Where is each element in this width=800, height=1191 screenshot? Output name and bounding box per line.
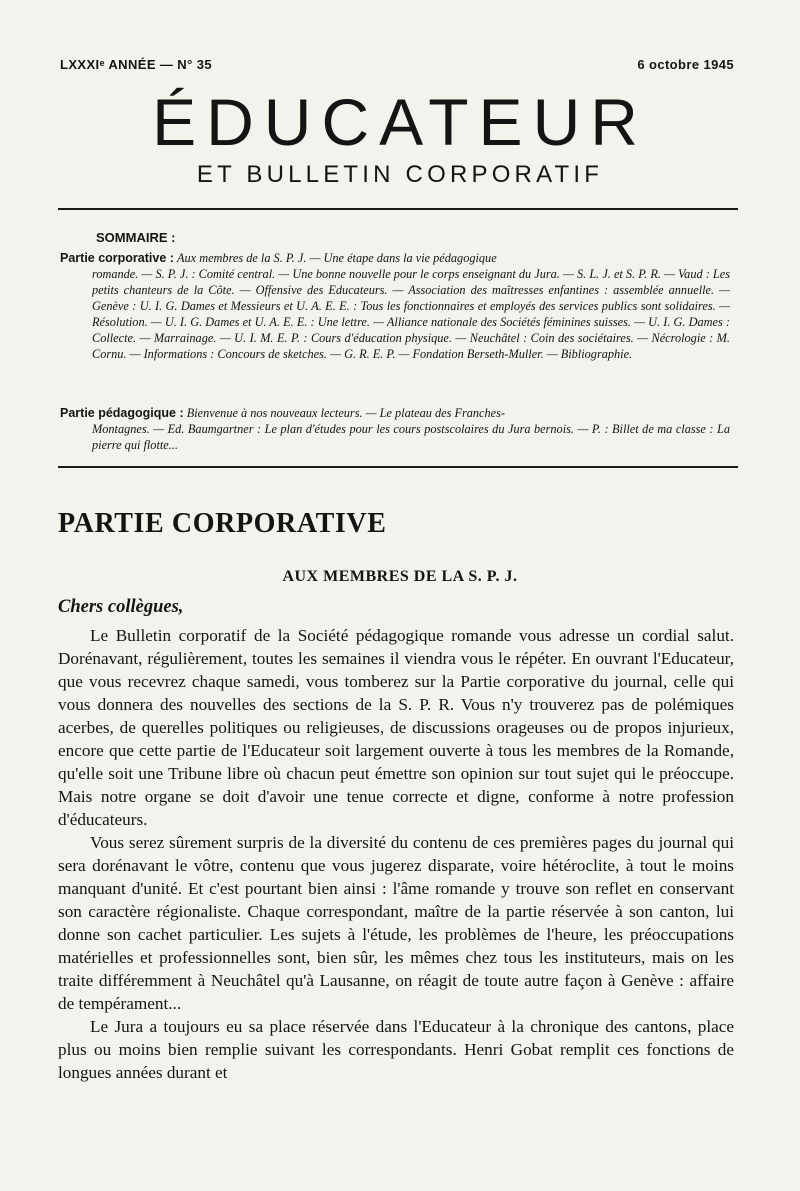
sommaire-pedagogique-line1: Bienvenue à nos nouveaux lecteurs. — Le plateau des Franches- xyxy=(186,406,505,420)
paragraph: Le Bulletin corporatif de la Société pédagogique romande vous adresse un cordial salut. Dorénavant, régulièrement, toutes les semaines il viendra vous le répéter. En ouvrant l'Educateur, que vous recevrez chaque samedi, vous tomberez sur la Partie corporative du journal, celle qui vous donnera des nouvelles des sections de la S. P. R. Vous n'y trouverez pas de polémiques acerbes, de querelles politiques ou religieuses, de discussions orageuses ou de propos injurieux, encore que cette partie de l'Educateur soit largement ouverte à tous les membres de la Romande, qu'elle soit une Tribune libre où chacun peut émettre son opinion sur tout sujet qui le préoccupe. Mais notre organe se doit d'avoir une tenue correcte et digne, conforme à notre profession d'éducateurs. xyxy=(58,626,734,829)
masthead-title: ÉDUCATEUR xyxy=(152,85,648,159)
sommaire-corporative-lead: Partie corporative : xyxy=(60,251,174,265)
section-heading: PARTIE CORPORATIVE xyxy=(58,508,387,539)
sommaire-pedagogique-lead: Partie pédagogique : xyxy=(60,406,184,420)
sommaire-corporative-rest: romande. — S. P. J. : Comité central. — Une bonne nouvelle pour le corps enseignant du Jura. — S. L. J. et S. P. R. — Vaud : Les petits chanteurs de la Côte. — Offensive des Educateurs. — Association des maîtresses enfantines : assemblée annuelle. — Genève : U. I. G. Dames et Messieurs et U. A. E. E. : Tous les fonctionnaires et employés des services publics sont solidaires. — Résolution. — U. I. G. Dames et U. A. E. E. : Une lettre. — Alliance nationale des Sociétés féminines suisses. — U. I. G. Dames : Collecte. — Marrainage. — U. I. M. E. P. : Cours d'éducation physique. — Neuchâtel : Coin des sociétaires. — Nécrologie : M. Cornu. — Informations : Concours de sketches. — G. R. E. P. — Fondation Berseth-Muller. — Bibliographie. xyxy=(92,267,730,361)
paragraph: Le Jura a toujours eu sa place réservée dans l'Educateur à la chronique des cantons, place plus ou moins bien remplie suivant les correspondants. Henri Gobat remplit ces fonctions de longues années durant et xyxy=(58,1017,734,1082)
divider-bottom xyxy=(58,466,738,468)
sommaire-corporative xyxy=(60,250,730,362)
paragraph: Vous serez sûrement surpris de la diversité du contenu de ces premières pages du journal qui sera dorénavant le vôtre, contenu que vous jugerez disparate, voire hétéroclite, à tout le moins manquant d'unité. Et c'est pourtant bien ainsi : l'âme romande y trouve son reflet en conservant son caractère régionaliste. Chaque correspondant, maître de la partie réservée à son canton, lui donne son cachet particulier. Les sujets à l'étude, les problèmes de l'heure, les préoccupations matérielles et professionnelles sont, bien sûr, les mêmes chez tous les instituteurs, mais on les traite différemment à Neuchâtel qu'à Lausanne, on réagit de toute autre façon à Genève : affaire de tempérament... xyxy=(58,833,734,1013)
sommaire-pedagogique xyxy=(60,405,730,453)
article-title: AUX MEMBRES DE LA S. P. J. xyxy=(282,568,518,585)
issue-number: LXXXIᵉ ANNÉE — N° 35 xyxy=(60,57,212,72)
masthead-subtitle: ET BULLETIN CORPORATIF xyxy=(196,161,604,188)
issue-date: 6 octobre 1945 xyxy=(637,57,734,72)
article-body xyxy=(58,624,734,1084)
issue-header xyxy=(60,57,734,72)
divider-top xyxy=(58,208,738,210)
sommaire-corporative-line1: Aux membres de la S. P. J. — Une étape dans la vie pédagogique xyxy=(177,251,497,265)
article-salutation: Chers collègues, xyxy=(58,597,184,617)
sommaire-label: SOMMAIRE : xyxy=(96,230,176,245)
sommaire-pedagogique-rest: Montagnes. — Ed. Baumgartner : Le plan d'études pour les cours postscolaires du Jura bernois. — P. : Billet de ma classe : La pierre qui flotte... xyxy=(92,422,730,452)
